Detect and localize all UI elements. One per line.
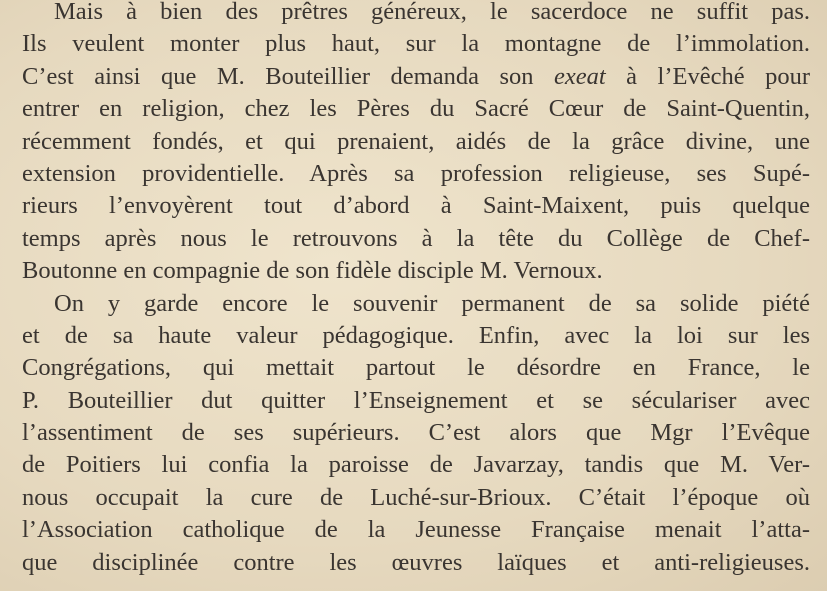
text-line: entrer en religion, chez les Pères du Sacré Cœur de Saint-Quentin, bbox=[22, 95, 810, 123]
text-span: à l’Evêché pour bbox=[605, 62, 810, 90]
text-line: récemment fondés, et qui prenaient, aidés de la grâce divine, une bbox=[22, 127, 810, 155]
text-line: et de sa haute valeur pédagogique. Enfin, avec la loi sur les bbox=[22, 321, 810, 349]
text-line: P. Bouteillier dut quitter l’Enseignement et se séculariser avec bbox=[22, 386, 810, 414]
text-line: Boutonne en compagnie de son fidèle disciple M. Vernoux. bbox=[22, 257, 603, 285]
text-line: Mais à bien des prêtres généreux, le sacerdoce ne suffit pas. bbox=[54, 0, 810, 25]
text-line: extension providentielle. Après sa profession religieuse, ses Supé- bbox=[22, 159, 810, 187]
text-span: C’est ainsi que M. Bouteillier demanda son bbox=[22, 62, 554, 90]
text-line: l’Association catholique de la Jeunesse Française menait l’atta- bbox=[22, 516, 810, 544]
text-line: temps après nous le retrouvons à la tête du Collège de Chef- bbox=[22, 224, 810, 252]
text-line: rieurs l’envoyèrent tout d’abord à Saint-Maixent, puis quelque bbox=[22, 192, 810, 220]
text-line: Ils veulent monter plus haut, sur la montagne de l’immolation. bbox=[22, 30, 810, 58]
text-line: Congrégations, qui mettait partout le désordre en France, le bbox=[22, 354, 810, 382]
text-line: de Poitiers lui confia la paroisse de Javarzay, tandis que M. Ver- bbox=[22, 451, 810, 479]
text-line: nous occupait la cure de Luché-sur-Brioux. C’était l’époque où bbox=[22, 483, 810, 511]
text-line: que disciplinée contre les œuvres laïques et anti-religieuses. bbox=[22, 548, 810, 576]
italic-word-exeat: exeat bbox=[553, 62, 606, 90]
text-line: On y garde encore le souvenir permanent de sa solide piété bbox=[54, 289, 810, 317]
text-line bbox=[22, 61, 810, 93]
body-text bbox=[22, 0, 810, 579]
text-line: l’assentiment de ses supérieurs. C’est alors que Mgr l’Evêque bbox=[22, 419, 810, 447]
